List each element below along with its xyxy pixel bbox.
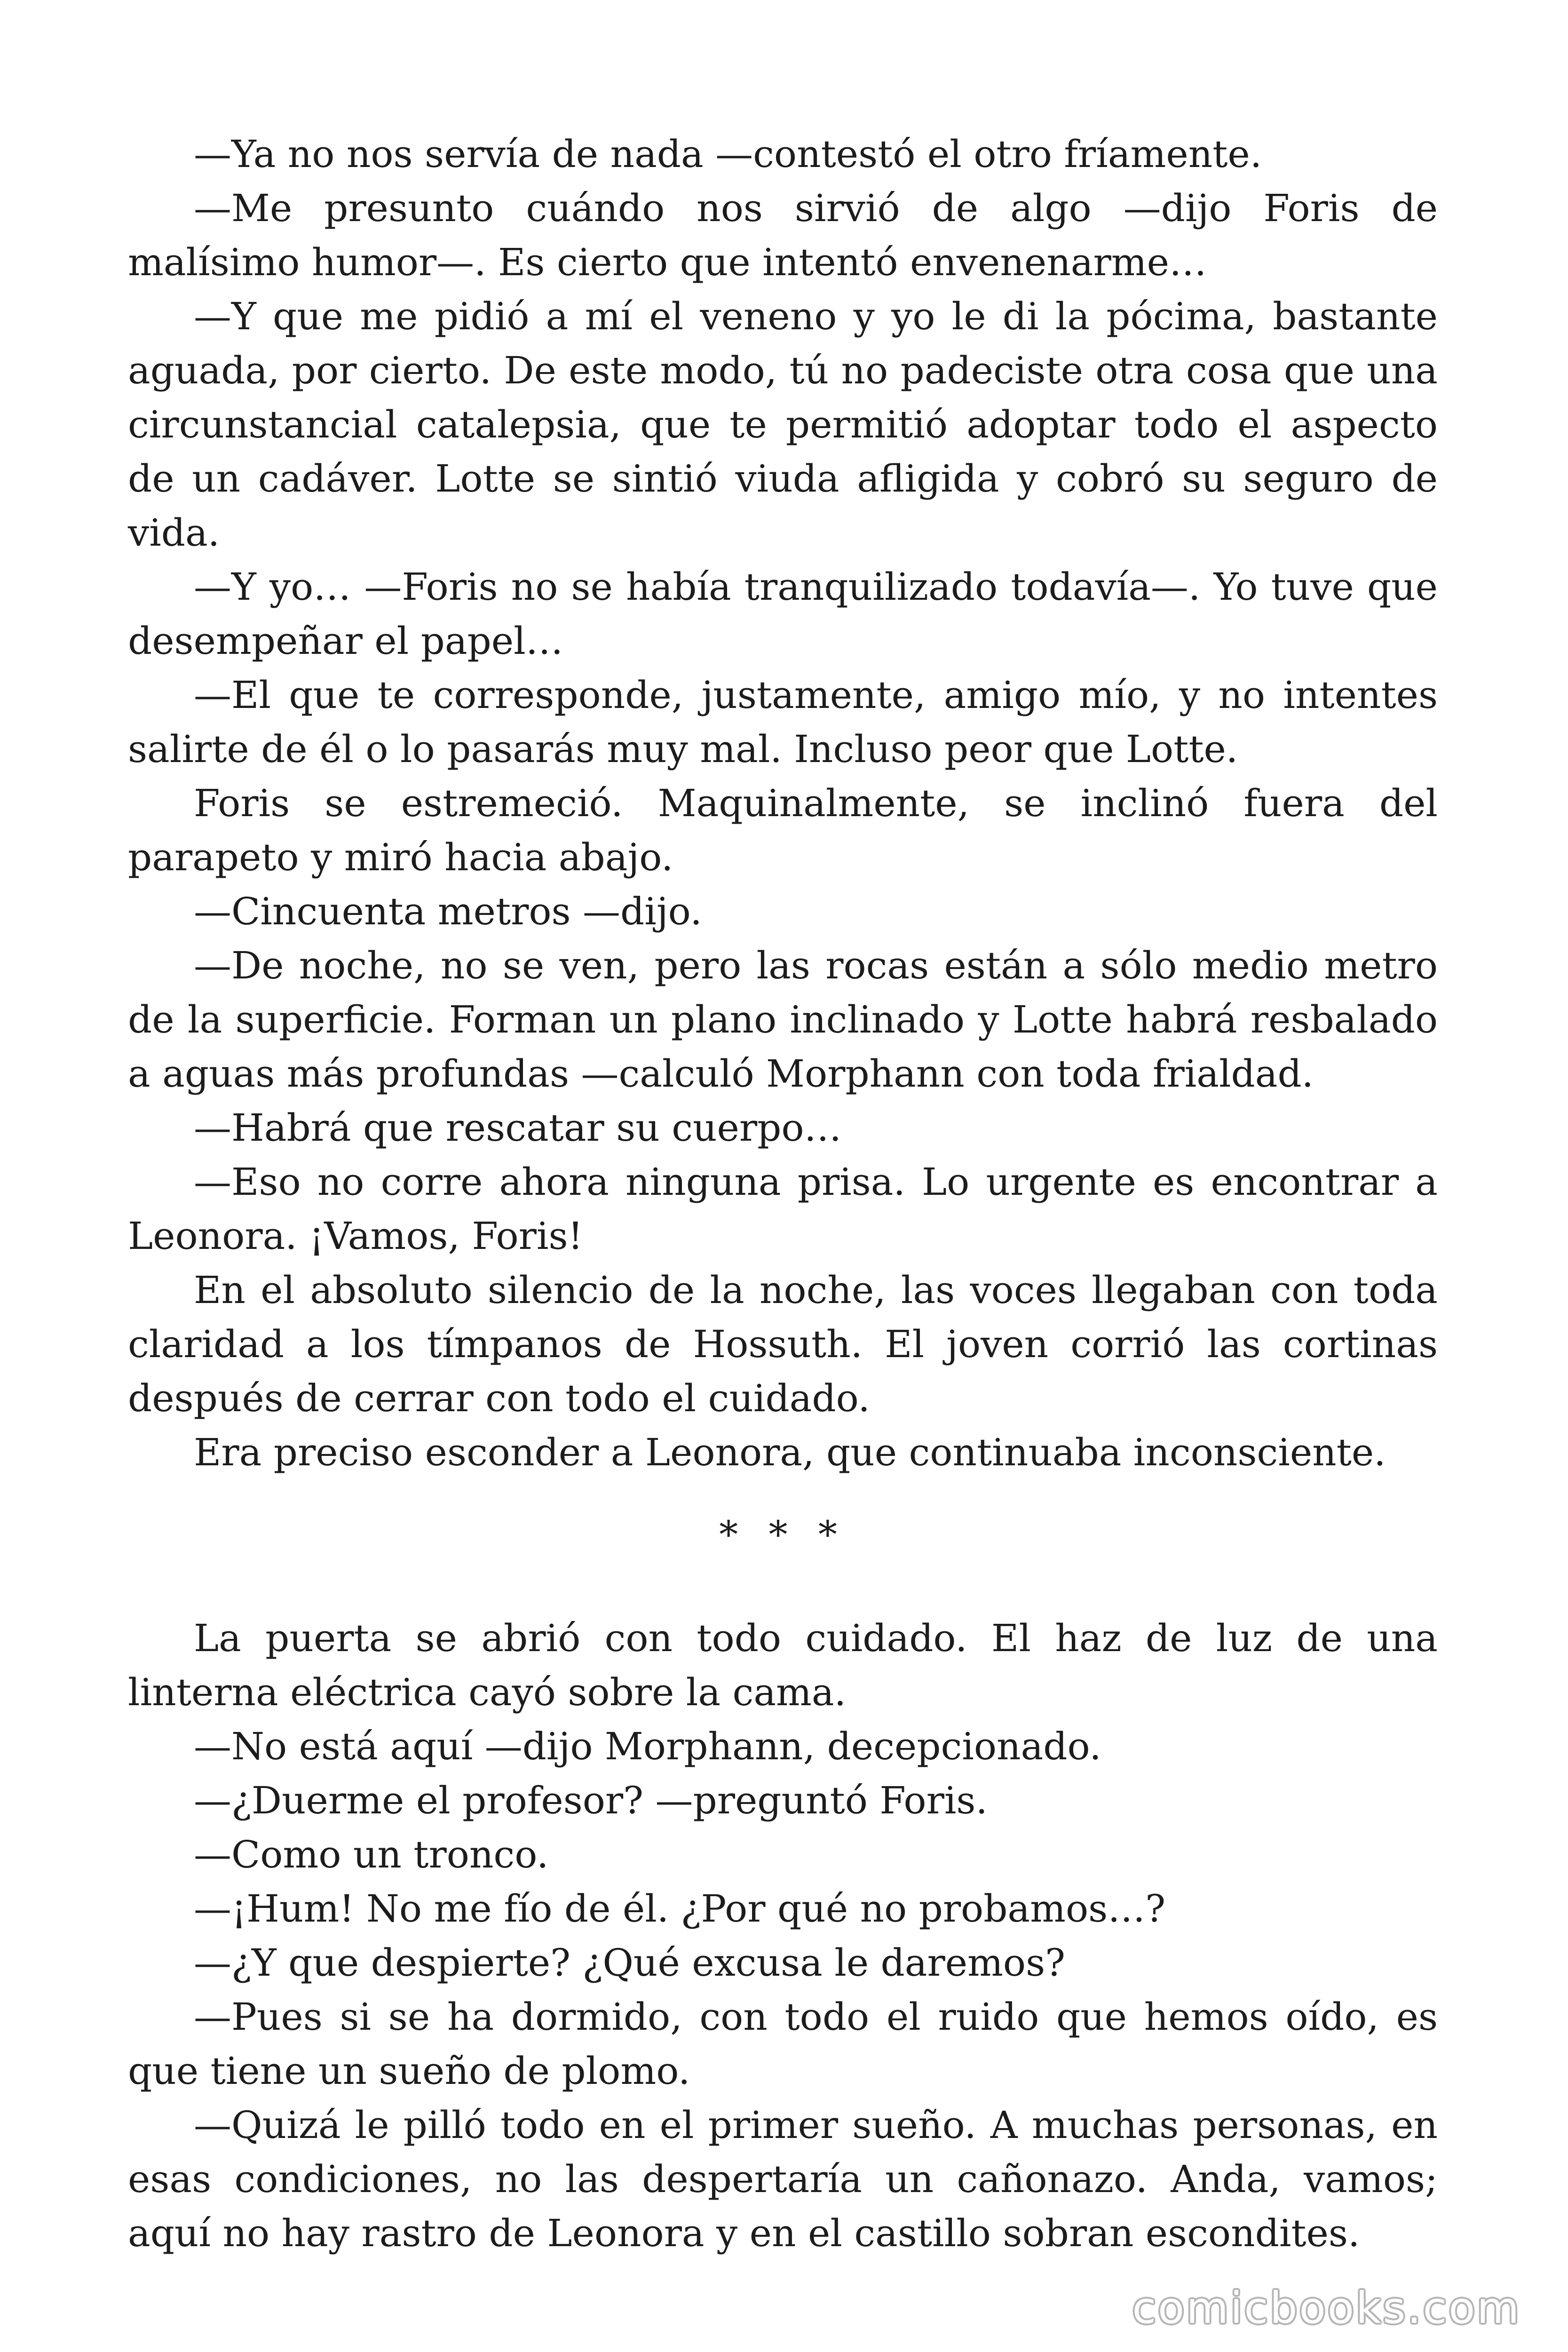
paragraph: La puerta se abrió con todo cuidado. El haz de luz de una linterna eléctrica cayó sobre la cama. <box>128 1616 1438 1714</box>
paragraph: —Eso no corre ahora ninguna prisa. Lo urgente es encontrar a Leonora. ¡Vamos, Foris! <box>128 1160 1438 1258</box>
paragraph: —Ya no nos servía de nada —contestó el otro fríamente. <box>194 132 1262 176</box>
paragraph: —Como un tronco. <box>194 1833 549 1876</box>
paragraph: Era preciso esconder a Leonora, que continuaba inconsciente. <box>194 1430 1386 1474</box>
paragraph: —De noche, no se ven, pero las rocas están a sólo medio metro de la superficie. Forman un plano inclinado y Lotte habrá resbalado a aguas más profundas —calculó Morphann con toda frialdad. <box>128 944 1438 1096</box>
paragraph: —¿Y que despierte? ¿Qué excusa le daremos? <box>194 1941 1066 1985</box>
book-page <box>128 127 1438 2260</box>
watermark: comicbooks.com <box>1132 2283 1521 2333</box>
scene-separator: * * * <box>719 1513 847 1557</box>
text-section-2 <box>128 1611 1438 2260</box>
paragraph: —Habrá que rescatar su cuerpo… <box>194 1106 842 1150</box>
paragraph: —¡Hum! No me fío de él. ¿Por qué no probamos…? <box>194 1887 1166 1931</box>
paragraph: —¿Duerme el profesor? —preguntó Foris. <box>194 1779 988 1822</box>
paragraph: —Cincuenta metros —dijo. <box>194 890 702 933</box>
text-section-1 <box>128 127 1438 1479</box>
paragraph: —El que te corresponde, justamente, amigo mío, y no intentes salirte de él o lo pasarás muy mal. Incluso peor que Lotte. <box>128 673 1438 771</box>
paragraph: —Y yo… —Foris no se había tranquilizado todavía—. Yo tuve que desempeñar el papel… <box>128 565 1438 663</box>
paragraph: Foris se estremeció. Maquinalmente, se inclinó fuera del parapeto y miró hacia abajo. <box>128 781 1438 879</box>
paragraph: —Y que me pidió a mí el veneno y yo le di la pócima, bastante aguada, por cierto. De este modo, tú no padeciste otra cosa que una circunstancial catalepsia, que te permitió adoptar todo el aspecto de un cadáver. Lotte se sintió viuda afligida y cobró su seguro de vida. <box>128 294 1438 555</box>
paragraph: —Me presunto cuándo nos sirvió de algo —dijo Foris de malísimo humor—. Es cierto que intentó envenenarme… <box>128 186 1438 284</box>
paragraph: —No está aquí —dijo Morphann, decepcionado. <box>194 1724 1101 1768</box>
paragraph: —Pues si se ha dormido, con todo el ruido que hemos oído, es que tiene un sueño de plomo. <box>128 1995 1438 2093</box>
paragraph: —Quizá le pilló todo en el primer sueño. A muchas personas, en esas condiciones, no las despertaría un cañonazo. Anda, vamos; aquí no hay rastro de Leonora y en el castillo sobran escondites. <box>128 2103 1438 2255</box>
paragraph: En el absoluto silencio de la noche, las voces llegaban con toda claridad a los tímpanos de Hossuth. El joven corrió las cortinas después de cerrar con todo el cuidado. <box>128 1268 1438 1420</box>
